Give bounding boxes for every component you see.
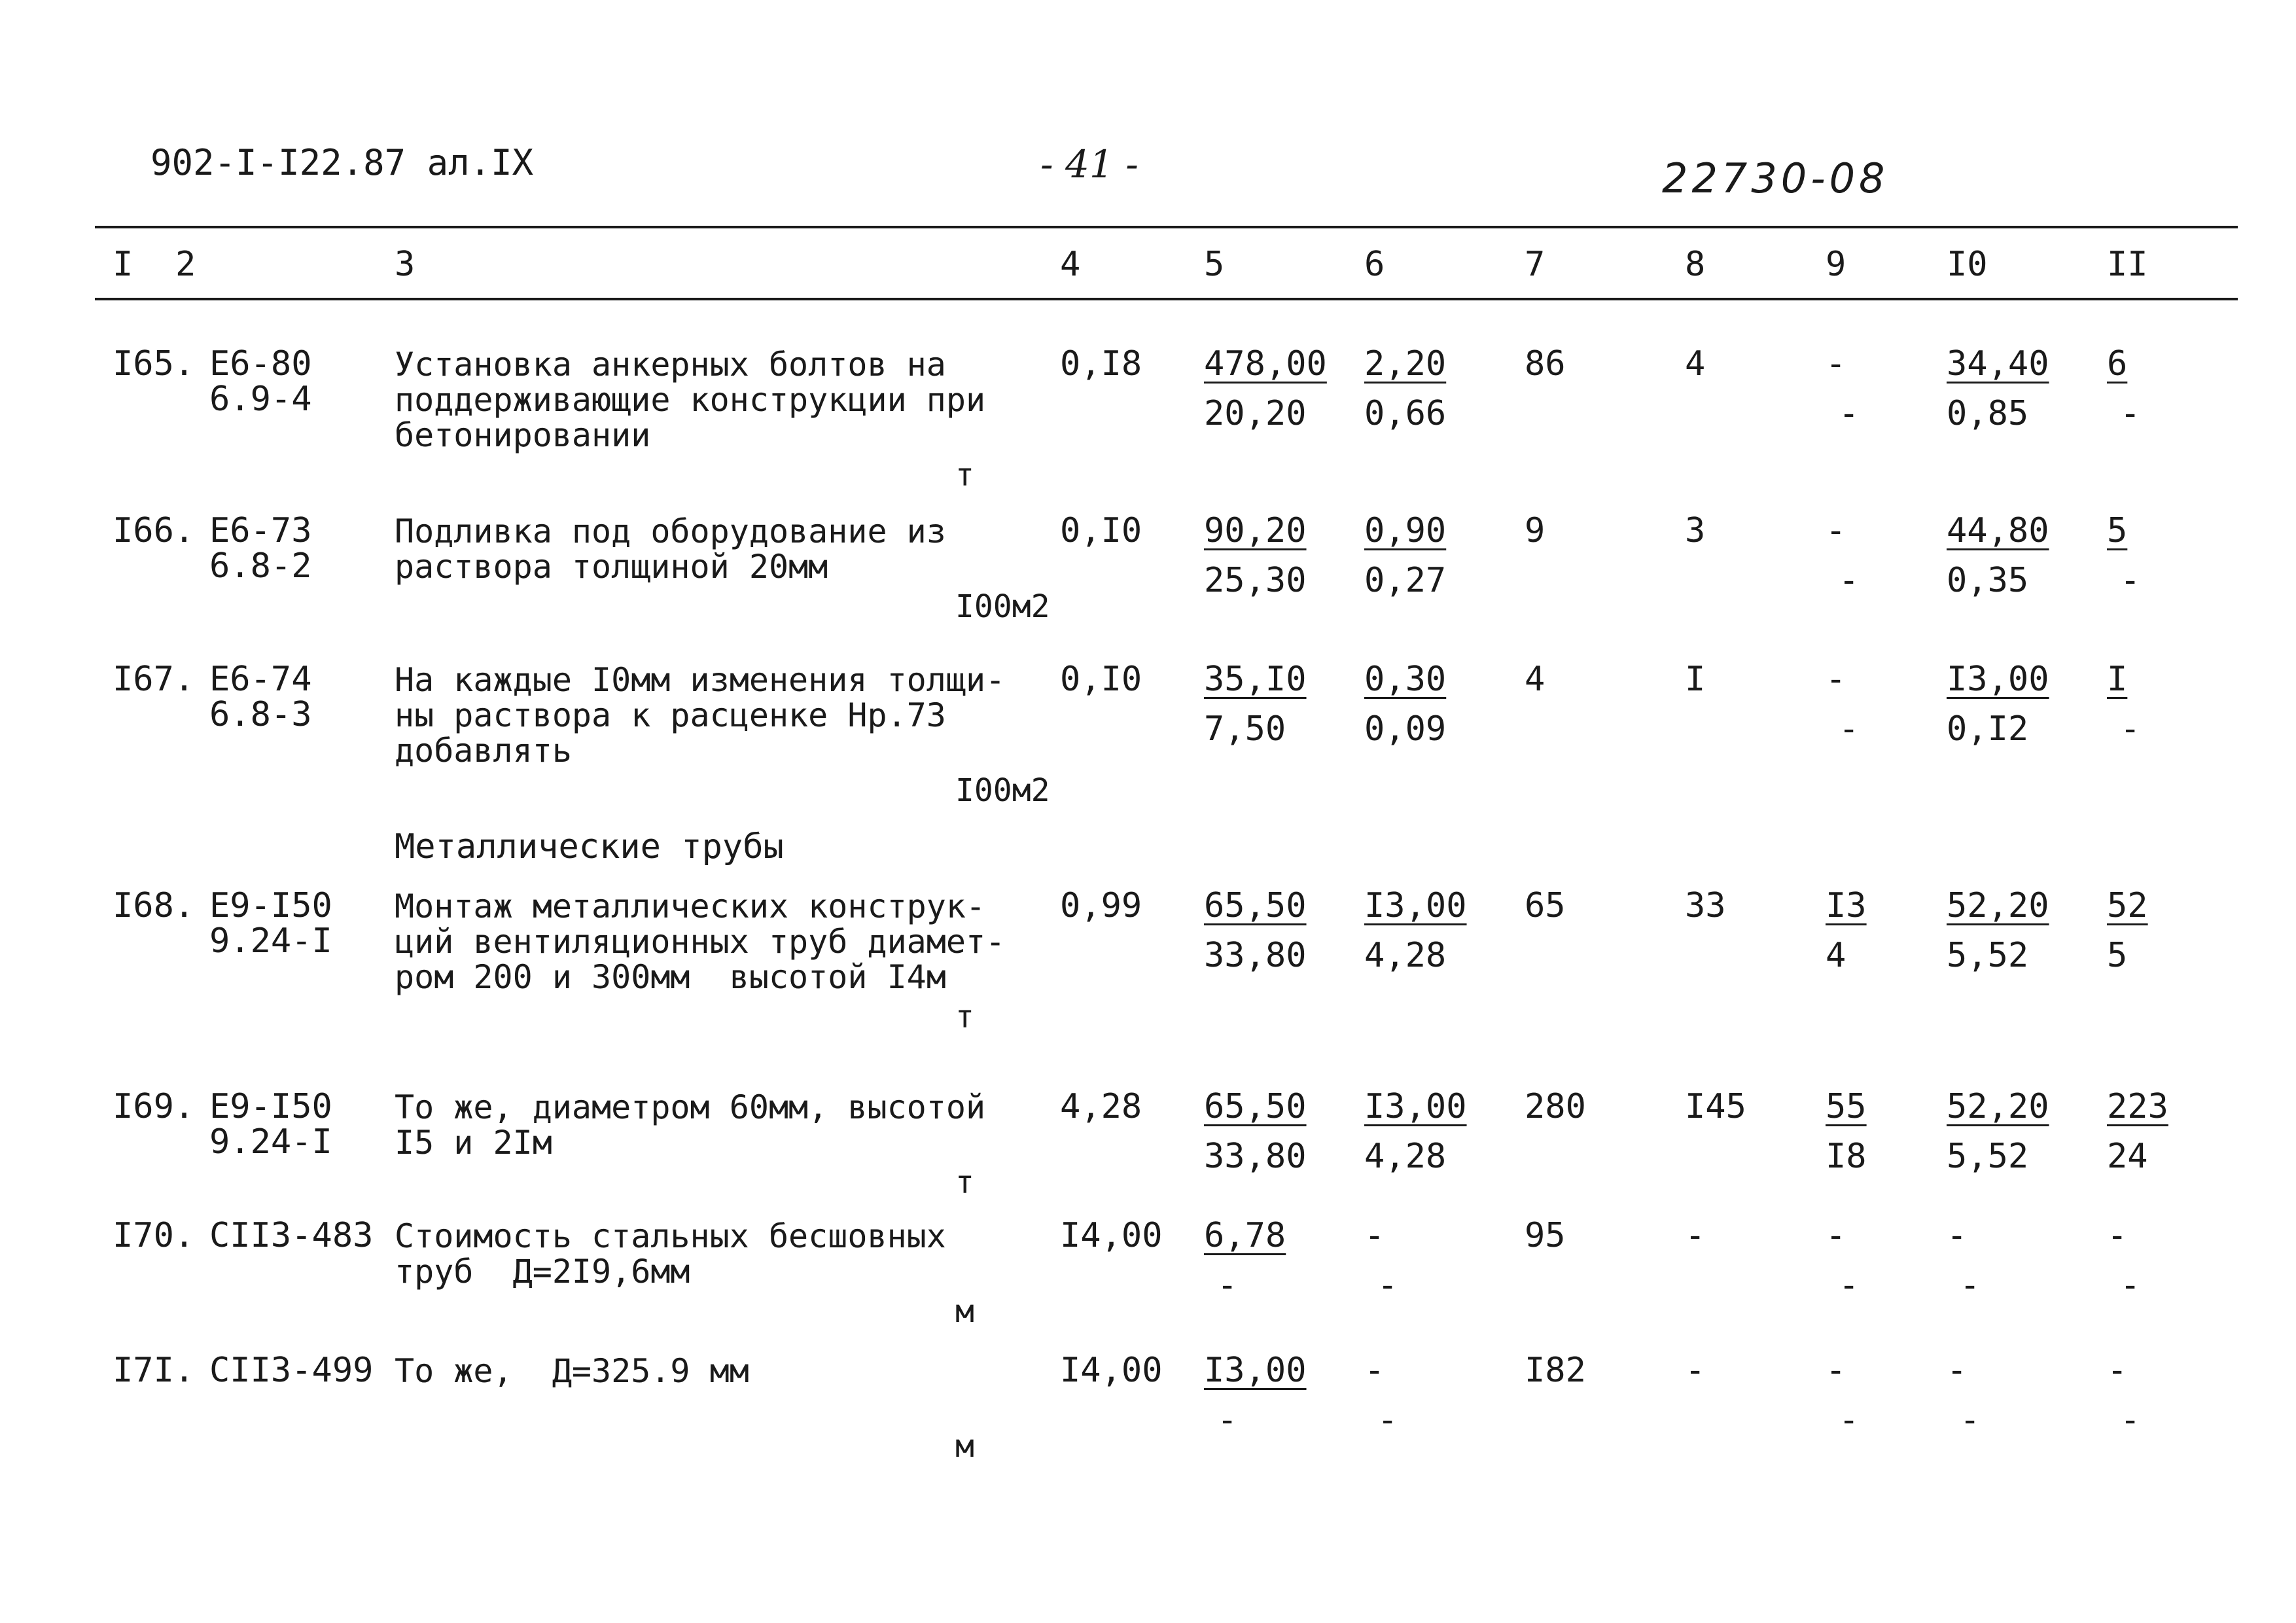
value-c11-top: I — [2107, 660, 2128, 699]
value-c9-bottom: 4 — [1826, 936, 1846, 975]
section-title: Металлические трубы — [395, 827, 784, 866]
rate-code: E6-73 — [209, 511, 312, 550]
value-c11-top: 223 — [2107, 1087, 2168, 1126]
value-c8: I — [1685, 660, 1706, 699]
quantity: I4,00 — [1060, 1351, 1163, 1390]
value-c10-bottom: 5,52 — [1947, 1137, 2029, 1176]
row-number: I69. — [113, 1087, 195, 1126]
rate-code-secondary: 9.24-I — [209, 1122, 332, 1162]
value-c10-top: - — [1947, 1351, 1968, 1390]
column-number: 2 — [175, 245, 196, 284]
unit-of-measure: м — [955, 1293, 974, 1330]
value-c9-top: - — [1826, 1351, 1846, 1390]
value-c5-top: 6,78 — [1204, 1216, 1286, 1255]
work-description: Установка анкерных болтов на поддерживающие конструкции при бетонировании — [395, 346, 986, 454]
value-c10-top: - — [1947, 1216, 1968, 1255]
rate-code-secondary: 9.24-I — [209, 921, 332, 961]
quantity: 0,I0 — [1060, 511, 1142, 550]
unit-of-measure: т — [955, 1164, 974, 1201]
value-c11-top: 52 — [2107, 886, 2148, 925]
row-number: I68. — [113, 886, 195, 925]
column-number: 4 — [1060, 245, 1081, 284]
column-number: 5 — [1204, 245, 1225, 284]
value-c7: 95 — [1525, 1216, 1566, 1255]
value-c6-bottom: 4,28 — [1364, 1137, 1447, 1176]
column-number: 3 — [395, 245, 415, 284]
quantity: I4,00 — [1060, 1216, 1163, 1255]
value-c10-bottom: 0,I2 — [1947, 709, 2029, 749]
rate-code: E9-I50 — [209, 886, 332, 925]
work-description: То же, диаметром 60мм, высотой I5 и 2Iм — [395, 1088, 986, 1162]
rate-code: E6-80 — [209, 344, 312, 383]
quantity: 0,I0 — [1060, 660, 1142, 699]
value-c9-bottom: - — [1839, 1400, 1860, 1440]
column-number: 7 — [1525, 245, 1545, 284]
value-c10-top: I3,00 — [1947, 660, 2049, 699]
value-c9-bottom: - — [1839, 394, 1860, 433]
value-c10-bottom: - — [1960, 1400, 1981, 1440]
page-number: - 41 - — [1040, 142, 1139, 187]
value-c6-top: 2,20 — [1364, 344, 1447, 383]
value-c6-top: 0,30 — [1364, 660, 1447, 699]
value-c6-bottom: 0,66 — [1364, 394, 1447, 433]
value-c5-bottom: 33,80 — [1204, 1137, 1307, 1176]
value-c9-top: - — [1826, 660, 1846, 699]
value-c6-top: I3,00 — [1364, 886, 1467, 925]
value-c5-top: 478,00 — [1204, 344, 1327, 383]
value-c5-bottom: 33,80 — [1204, 936, 1307, 975]
value-c6-bottom: 0,27 — [1364, 561, 1447, 600]
rate-code-secondary: 6.8-3 — [209, 695, 312, 734]
row-number: I70. — [113, 1216, 195, 1255]
value-c6-top: 0,90 — [1364, 511, 1447, 550]
value-c9-top: - — [1826, 511, 1846, 550]
value-c8: - — [1685, 1351, 1706, 1390]
value-c11-bottom: - — [2120, 1400, 2141, 1440]
unit-of-measure: м — [955, 1428, 974, 1465]
value-c11-bottom: 24 — [2107, 1137, 2148, 1176]
value-c9-bottom: - — [1839, 709, 1860, 749]
unit-of-measure: I00м2 — [955, 772, 1050, 809]
column-number: I — [113, 245, 133, 284]
value-c5-bottom: 25,30 — [1204, 561, 1307, 600]
value-c10-top: 34,40 — [1947, 344, 2049, 383]
value-c5-bottom: 20,20 — [1204, 394, 1307, 433]
value-c8: 3 — [1685, 511, 1706, 550]
value-c9-top: 55 — [1826, 1087, 1867, 1126]
unit-of-measure: т — [955, 457, 974, 493]
row-number: I66. — [113, 511, 195, 550]
value-c6-bottom: - — [1377, 1266, 1398, 1305]
value-c11-top: - — [2107, 1216, 2128, 1255]
value-c7: 65 — [1525, 886, 1566, 925]
column-number: 9 — [1826, 245, 1846, 284]
row-number: I7I. — [113, 1351, 195, 1390]
value-c9-top: - — [1826, 344, 1846, 383]
value-c6-bottom: 0,09 — [1364, 709, 1447, 749]
value-c5-bottom: 7,50 — [1204, 709, 1286, 749]
value-c5-top: 90,20 — [1204, 511, 1307, 550]
value-c11-bottom: - — [2120, 561, 2141, 600]
row-number: I65. — [113, 344, 195, 383]
rate-code: CII3-499 — [209, 1351, 374, 1390]
work-description: То же, Д=325.9 мм — [395, 1352, 749, 1390]
rate-code: E9-I50 — [209, 1087, 332, 1126]
work-description: Стоимость стальных бесшовных труб Д=2I9,6мм — [395, 1217, 946, 1291]
rate-code: CII3-483 — [209, 1216, 374, 1255]
value-c9-bottom: I8 — [1826, 1137, 1867, 1176]
value-c10-top: 44,80 — [1947, 511, 2049, 550]
value-c10-bottom: 0,35 — [1947, 561, 2029, 600]
document-code: 22730-08 — [1662, 154, 1889, 202]
rate-code: E6-74 — [209, 660, 312, 699]
table-header-rule — [95, 298, 2238, 300]
document-reference: 902-I-I22.87 ал.IX — [150, 142, 534, 183]
value-c8: 4 — [1685, 344, 1706, 383]
value-c5-bottom: - — [1217, 1266, 1238, 1305]
value-c6-bottom: - — [1377, 1400, 1398, 1440]
value-c5-top: 35,I0 — [1204, 660, 1307, 699]
value-c11-bottom: - — [2120, 394, 2141, 433]
work-description: Монтаж металлических конструк- ций вентиляционных труб диамет- ром 200 и 300мм высотой I4м — [395, 887, 1006, 996]
table-top-rule — [95, 226, 2238, 228]
value-c9-top: I3 — [1826, 886, 1867, 925]
value-c6-top: I3,00 — [1364, 1087, 1467, 1126]
value-c9-bottom: - — [1839, 561, 1860, 600]
quantity: 0,I8 — [1060, 344, 1142, 383]
row-number: I67. — [113, 660, 195, 699]
value-c11-bottom: - — [2120, 1266, 2141, 1305]
value-c10-bottom: 5,52 — [1947, 936, 2029, 975]
work-description: На каждые I0мм изменения толщи- ны раствора к расценке Нр.73 добавлять — [395, 661, 1006, 770]
value-c7: 86 — [1525, 344, 1566, 383]
column-number: 6 — [1364, 245, 1385, 284]
value-c7: 280 — [1525, 1087, 1586, 1126]
value-c7: I82 — [1525, 1351, 1586, 1390]
value-c10-bottom: - — [1960, 1266, 1981, 1305]
value-c5-top: 65,50 — [1204, 886, 1307, 925]
value-c8: I45 — [1685, 1087, 1746, 1126]
value-c11-bottom: 5 — [2107, 936, 2128, 975]
value-c5-bottom: - — [1217, 1400, 1238, 1440]
value-c10-top: 52,20 — [1947, 886, 2049, 925]
rate-code-secondary: 6.9-4 — [209, 380, 312, 419]
quantity: 4,28 — [1060, 1087, 1142, 1126]
value-c8: 33 — [1685, 886, 1726, 925]
column-number: II — [2107, 245, 2148, 284]
rate-code-secondary: 6.8-2 — [209, 546, 312, 586]
value-c11-top: 5 — [2107, 511, 2128, 550]
value-c7: 9 — [1525, 511, 1545, 550]
value-c9-bottom: - — [1839, 1266, 1860, 1305]
value-c9-top: - — [1826, 1216, 1846, 1255]
value-c5-top: 65,50 — [1204, 1087, 1307, 1126]
value-c6-bottom: 4,28 — [1364, 936, 1447, 975]
value-c6-top: - — [1364, 1216, 1385, 1255]
value-c10-top: 52,20 — [1947, 1087, 2049, 1126]
value-c8: - — [1685, 1216, 1706, 1255]
value-c6-top: - — [1364, 1351, 1385, 1390]
value-c7: 4 — [1525, 660, 1545, 699]
value-c11-top: - — [2107, 1351, 2128, 1390]
column-number: I0 — [1947, 245, 1988, 284]
quantity: 0,99 — [1060, 886, 1142, 925]
unit-of-measure: I00м2 — [955, 588, 1050, 625]
value-c11-top: 6 — [2107, 344, 2128, 383]
value-c11-bottom: - — [2120, 709, 2141, 749]
work-description: Подливка под оборудование из раствора толщиной 20мм — [395, 512, 946, 586]
unit-of-measure: т — [955, 999, 974, 1035]
column-number: 8 — [1685, 245, 1706, 284]
value-c10-bottom: 0,85 — [1947, 394, 2029, 433]
value-c5-top: I3,00 — [1204, 1351, 1307, 1390]
